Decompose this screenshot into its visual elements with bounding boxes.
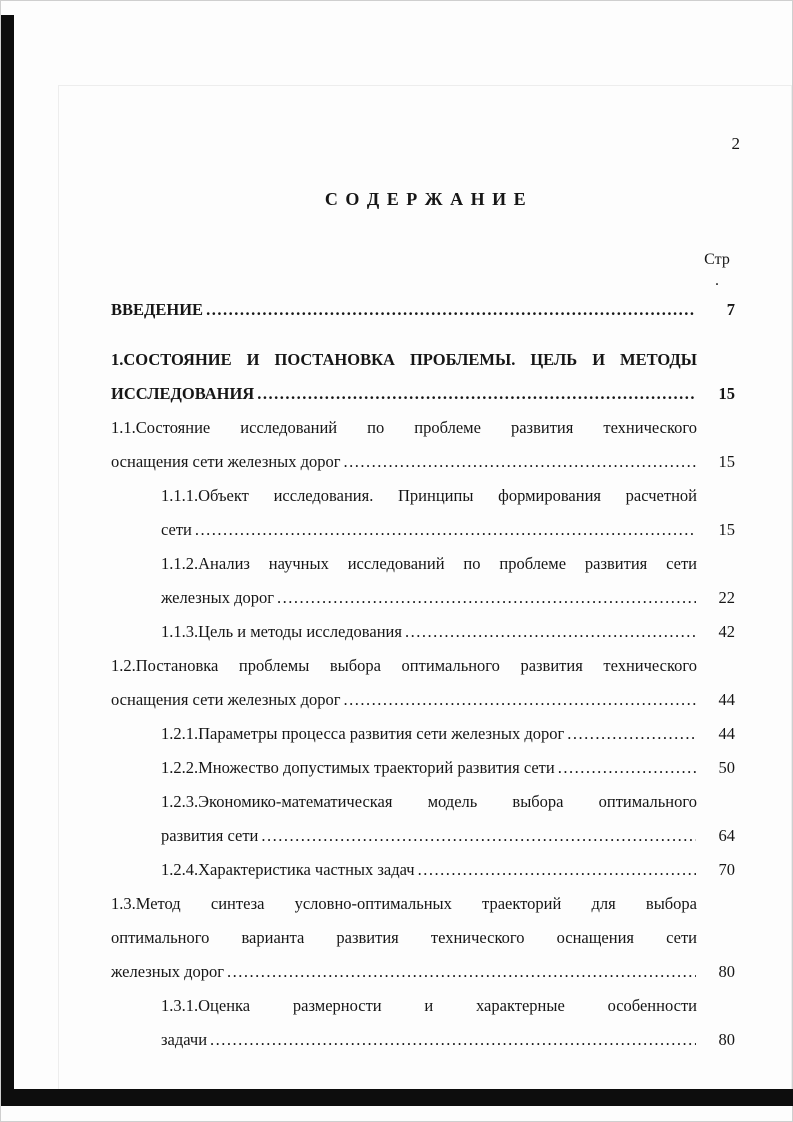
toc-entry-text: 1.2.4.Характеристика частных задач xyxy=(161,860,415,879)
toc-entry-text: оснащения сети железных дорог xyxy=(111,452,341,471)
toc-entry-lastline xyxy=(111,581,741,615)
toc-entry xyxy=(111,853,741,887)
dot-leader xyxy=(558,751,696,785)
page-ref: 70 xyxy=(718,860,735,879)
dot-leader xyxy=(206,293,696,327)
toc-entry-line: 1.1.1.Объект исследования. Принципы формирования расчетной xyxy=(161,486,697,505)
toc-entry xyxy=(111,887,741,989)
table-of-contents xyxy=(111,293,741,1057)
toc-entry xyxy=(111,293,741,327)
scan-artifact-bottom xyxy=(1,1089,793,1106)
toc-entry xyxy=(111,343,741,411)
toc-entry-text: ИССЛЕДОВАНИЯ xyxy=(111,384,255,403)
page-column-header-dot: . xyxy=(715,272,719,289)
toc-entry-text: 1.1.3.Цель и методы исследования xyxy=(161,622,402,641)
page-ref: 7 xyxy=(726,300,735,319)
page-ref: 64 xyxy=(718,826,735,845)
dot-leader xyxy=(277,581,696,615)
toc-entry xyxy=(111,717,741,751)
toc-entry-line: 1.2.Постановка проблемы выбора оптимального развития технического xyxy=(111,656,697,675)
dot-leader xyxy=(567,717,696,751)
dot-leader xyxy=(261,819,696,853)
document-title: С О Д Е Р Ж А Н И Е xyxy=(324,189,528,209)
toc-entry xyxy=(111,547,741,615)
toc-entry-text: 1.2.2.Множество допустимых траекторий развития сети xyxy=(161,758,555,777)
toc-entry xyxy=(111,649,741,717)
toc-entry-line: 1.2.3.Экономико-математическая модель выбора оптимального xyxy=(161,792,697,811)
toc-entry-line: 1.СОСТОЯНИЕ И ПОСТАНОВКА ПРОБЛЕМЫ. ЦЕЛЬ И МЕТОДЫ xyxy=(111,350,697,369)
toc-entry-lastline xyxy=(111,853,741,887)
toc-entry-line: 1.1.2.Анализ научных исследований по проблеме развития сети xyxy=(161,554,697,573)
page-ref: 44 xyxy=(718,724,735,743)
toc-entry-line: 1.1.Состояние исследований по проблеме развития технического xyxy=(111,418,697,437)
page-ref: 50 xyxy=(718,758,735,777)
toc-entry xyxy=(111,989,741,1057)
page-ref: 44 xyxy=(718,690,735,709)
dot-leader xyxy=(195,513,696,547)
dot-leader xyxy=(210,1023,696,1057)
dot-leader xyxy=(344,683,696,717)
dot-leader xyxy=(405,615,696,649)
page-ref: 22 xyxy=(718,588,735,607)
toc-entry xyxy=(111,479,741,547)
toc-entry-lastline xyxy=(111,819,741,853)
dot-leader xyxy=(344,445,696,479)
toc-entry xyxy=(111,411,741,479)
toc-entry-text: ВВЕДЕНИЕ xyxy=(111,300,204,319)
toc-entry-line: 1.3.1.Оценка размерности и характерные особенности xyxy=(161,996,697,1015)
toc-entry-line: 1.3.Метод синтеза условно-оптимальных траекторий для выбора xyxy=(111,894,697,913)
toc-entry-text: задачи xyxy=(161,1030,208,1049)
toc-entry-lastline xyxy=(111,717,741,751)
toc-entry-lastline xyxy=(111,615,741,649)
toc-entry xyxy=(111,615,741,649)
page-column-header xyxy=(692,249,742,291)
page-ref: 42 xyxy=(718,622,735,641)
toc-entry-text: железных дорог xyxy=(111,962,224,981)
page-ref: 15 xyxy=(718,384,735,403)
page-column-header-text: Стр xyxy=(704,251,730,268)
toc-entry-lastline xyxy=(111,955,741,989)
dot-leader xyxy=(418,853,696,887)
dot-leader xyxy=(257,377,696,411)
dot-leader xyxy=(227,955,696,989)
page-number-top: 2 xyxy=(731,134,740,153)
toc-entry-lastline xyxy=(111,1023,741,1057)
scan-artifact-left xyxy=(1,15,14,1106)
toc-entry-text: железных дорог xyxy=(161,588,274,607)
toc-entry xyxy=(111,785,741,853)
toc-entry-text: развития сети xyxy=(161,826,259,845)
toc-entry-lastline xyxy=(111,445,741,479)
toc-entry xyxy=(111,751,741,785)
toc-entry-lastline xyxy=(111,293,741,327)
toc-entry-text: оснащения сети железных дорог xyxy=(111,690,341,709)
page-ref: 80 xyxy=(718,962,735,981)
toc-entry-lastline xyxy=(111,751,741,785)
toc-entry-lastline xyxy=(111,513,741,547)
toc-entry-line: оптимального варианта развития технического оснащения сети xyxy=(111,928,697,947)
toc-entry-lastline xyxy=(111,377,741,411)
page-ref: 80 xyxy=(718,1030,735,1049)
toc-entry-text: сети xyxy=(161,520,192,539)
toc-entry-text: 1.2.1.Параметры процесса развития сети железных дорог xyxy=(161,724,565,743)
page-ref: 15 xyxy=(718,520,735,539)
page-ref: 15 xyxy=(718,452,735,471)
toc-entry-lastline xyxy=(111,683,741,717)
